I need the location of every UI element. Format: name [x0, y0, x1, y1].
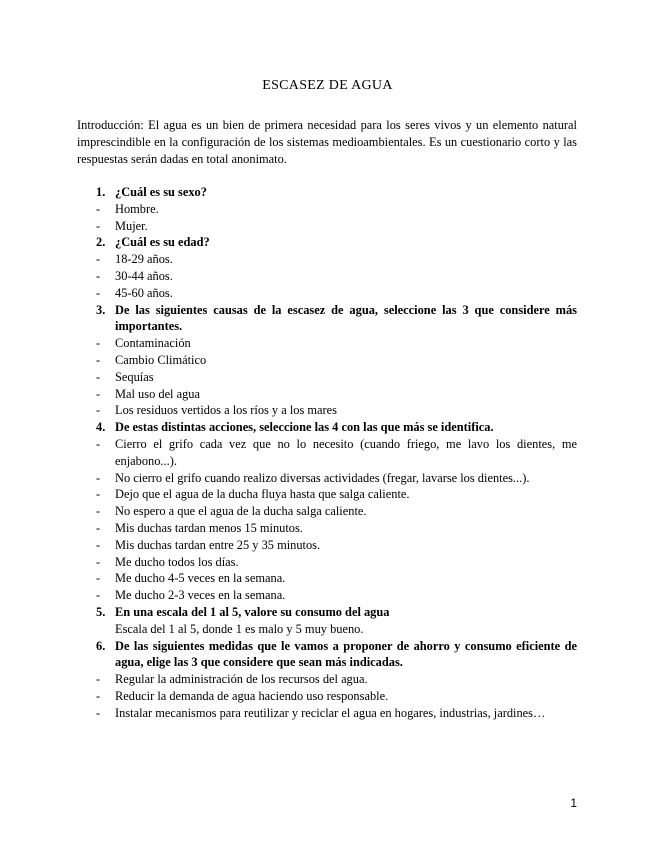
- option-item: - Cierro el grifo cada vez que no lo necesito (cuando friego, me lavo los dientes, me enjabono...).: [77, 436, 577, 470]
- question-note: Escala del 1 al 5, donde 1 es malo y 5 muy bueno.: [115, 621, 364, 636]
- option-item: - Reducir la demanda de agua haciendo uso responsable.: [77, 688, 577, 705]
- question-number: 6.: [96, 638, 106, 653]
- question-3-options: [77, 335, 577, 419]
- document-title: ESCASEZ DE AGUA: [262, 78, 393, 93]
- intro-paragraph: Introducción: El agua es un bien de primera necesidad para los seres vivos y un elemento natural imprescindible en la configuración de los sistemas medioambientales. Es un cuestionario corto y las respuestas serán dadas en total anonimato.: [77, 118, 577, 166]
- question-number: 2.: [96, 235, 106, 250]
- question-6-options: [77, 671, 577, 721]
- option-item: - Regular la administración de los recursos del agua.: [77, 671, 577, 688]
- option-item: - No espero a que el agua de la ducha salga caliente.: [77, 503, 577, 520]
- question-2: [77, 234, 577, 251]
- question-6: [77, 638, 577, 672]
- option-item: - No cierro el grifo cuando realizo diversas actividades (fregar, lavarse los dientes...).: [77, 470, 577, 487]
- question-text: De las siguientes medidas que le vamos a proponer de ahorro y consumo eficiente de agua, elige las 3 que considere que sean más indicadas.: [115, 638, 577, 670]
- questions-list: [77, 184, 577, 722]
- option-item: - Mal uso del agua: [77, 386, 577, 403]
- option-item: - 45-60 años.: [77, 285, 577, 302]
- option-item: - Cambio Climático: [77, 352, 577, 369]
- option-item: - Contaminación: [77, 335, 577, 352]
- question-4-options: [77, 436, 577, 604]
- question-text: De las siguientes causas de la escasez de agua, seleccione las 3 que considere más importantes.: [115, 302, 577, 334]
- option-item: - 30-44 años.: [77, 268, 577, 285]
- option-item: - Me ducho todos los días.: [77, 554, 577, 571]
- question-text: En una escala del 1 al 5, valore su consumo del agua: [115, 604, 390, 619]
- option-item: - Instalar mecanismos para reutilizar y reciclar el agua en hogares, industrias, jardines…: [77, 705, 577, 722]
- option-item: - Me ducho 2-3 veces en la semana.: [77, 587, 577, 604]
- page-number: 1: [570, 796, 577, 810]
- option-item: - Hombre.: [77, 201, 577, 218]
- question-text: De estas distintas acciones, seleccione las 4 con las que más se identifica.: [115, 420, 494, 435]
- question-3: [77, 302, 577, 336]
- question-number: 5.: [96, 604, 106, 619]
- option-item: - Sequías: [77, 369, 577, 386]
- option-item: - Mis duchas tardan entre 25 y 35 minutos.: [77, 537, 577, 554]
- question-5: [77, 604, 577, 638]
- question-2-options: [77, 251, 577, 301]
- option-item: - Mujer.: [77, 218, 577, 235]
- question-4: [77, 419, 577, 436]
- option-item: - Mis duchas tardan menos 15 minutos.: [77, 520, 577, 537]
- question-number: 4.: [96, 420, 106, 435]
- question-number: 1.: [96, 185, 106, 199]
- question-1: [77, 184, 577, 201]
- option-item: - Me ducho 4-5 veces en la semana.: [77, 570, 577, 587]
- question-text: ¿Cuál es su edad?: [115, 235, 210, 250]
- question-text: ¿Cuál es su sexo?: [115, 185, 207, 199]
- option-item: - Los residuos vertidos a los ríos y a los mares: [77, 402, 577, 419]
- option-item: - 18-29 años.: [77, 251, 577, 268]
- option-item: - Dejo que el agua de la ducha fluya hasta que salga caliente.: [77, 486, 577, 503]
- question-number: 3.: [96, 302, 106, 317]
- question-1-options: [77, 201, 577, 235]
